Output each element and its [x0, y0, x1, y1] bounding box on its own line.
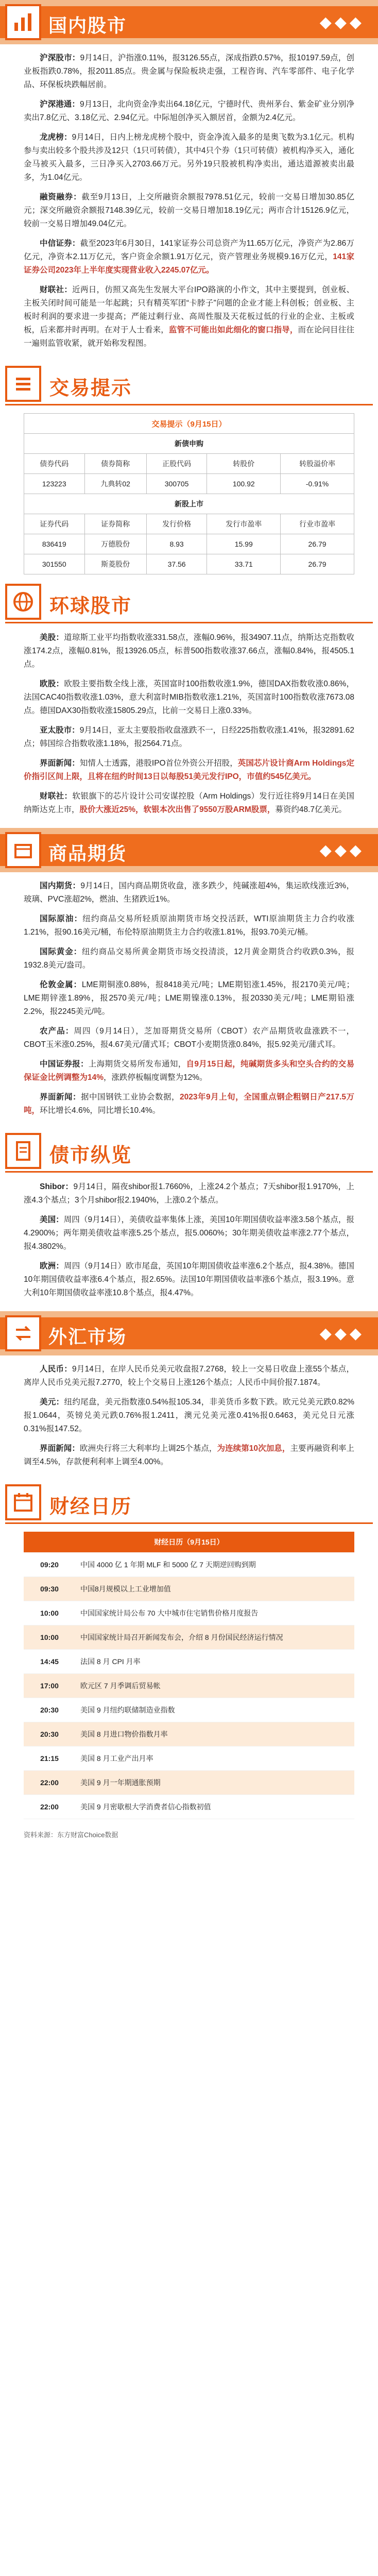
- text-span: 截至2023年6月30日，141家证券公司总资产为11.65万亿元，净资产为2.86万亿元，净资本2.11万亿元，客户资金余额1.91万亿元，资产管理业务规模9.16万亿元，: [24, 239, 354, 261]
- table-cell: 九典转02: [84, 474, 146, 494]
- text-span: 美国：: [40, 1215, 64, 1224]
- text-span: 上海期货交易所发布通知，: [88, 1060, 186, 1069]
- section-title: 交易提示: [49, 378, 132, 399]
- text-span: 界面新闻：: [40, 1093, 81, 1101]
- text-span: 界面新闻：: [40, 759, 80, 768]
- table-cell: 转股价: [207, 454, 281, 474]
- text-span: 9月14日，亚太主要股指收盘涨跌不一，日经225指数收涨1.41%，报32891.62点；韩国综合指数收涨1.18%，报2564.71点。: [24, 726, 354, 748]
- text-span: 人民币：: [40, 1365, 72, 1374]
- table-cell: 正股代码: [146, 454, 207, 474]
- text-span: 欧股主要指数全线上涨，英国富时100指数收涨1.9%，德国DAX指数收涨0.86%，法国CAC40指数收涨1.03%，意大利富时MIB指数收涨1.21%，英国富时100指数收涨7673.08点。德国DAX30指数收涨15805.29点，比前一交易日上涨0.33%。: [24, 680, 354, 715]
- table-row: [24, 1698, 354, 1722]
- text-span: 而在论问目往往一遍则监管收紧，就开始称发程图。: [24, 326, 354, 348]
- decorative-dots-icon: ◆◆◆: [319, 14, 365, 31]
- section-header-tips: [0, 362, 378, 406]
- paragraph: [24, 283, 354, 350]
- table-cell: 33.71: [207, 554, 281, 574]
- table-row: [24, 1650, 354, 1674]
- text-span: 近两日，仿照又高先生发展大平台IPO路演的小作文，其中主要提到，创业板、主板关闭时间可能是一年起跳；只有精英军团“卡脖子”问题的企业才能上科创板；创业板、主板时利润的要求进一步提高；严能过剩行业、高周性服及天花板过低的行业的企业、主板或板，后来都并时再明。在对于人士看来，: [24, 285, 354, 334]
- tips-content: [0, 406, 378, 580]
- table-cell: 斯菱股份: [84, 554, 146, 574]
- table-row: [24, 1747, 354, 1771]
- paragraph: [24, 1396, 354, 1436]
- table-cell: 10:00: [24, 1625, 75, 1650]
- text-span: 周四（9月14日）欧市尾盘，英国10年期国债收益率涨6.2个基点，报4.38%。德国10年期国债收益率涨6.4个基点，报2.65%。法国10年期国债收益率涨6个基点，报3.19%。意大利10年期国债收益率涨10.8个基点，报4.47%。: [24, 1262, 354, 1297]
- text-span: 国内期货：: [40, 882, 81, 890]
- table-cell: 中国 4000 亿 1 年期 MLF 和 5000 亿 7 天期逆回购到期: [75, 1553, 354, 1577]
- text-span: 据中国钢铁工业协会数据，: [81, 1093, 180, 1101]
- chart-icon: [5, 4, 41, 40]
- calendar-table: [24, 1532, 354, 1819]
- decorative-dots-icon: ◆◆◆: [319, 842, 365, 859]
- text-span: 9月13日，北向资金净卖出64.18亿元，宁德时代、贵州茅台、紫金矿业分别净卖出7.8亿元、3.18亿元、2.94亿元。中际旭创净买入额居首，金额为2.4亿元。: [24, 100, 354, 122]
- text-span: 截至9月13日，上交所融资余额报7978.51亿元，较前一交易日增加30.85亿元；深交所融资余额报7148.39亿元，较前一交易日增加18.19亿元；两市合计15126.9亿元，较前一交易日增加49.04亿元。: [24, 193, 354, 228]
- table-cell: 发行价格: [146, 514, 207, 534]
- text-span: 融资融券：: [40, 193, 82, 201]
- text-span: 英国芯片设计商Arm Holdings定价指引区间上限，且将在纽约时间13日以每股51美元发行IPO，市值约545亿美元。: [24, 759, 354, 781]
- table-cell: 中国国家统计局召开新闻发布会，介绍 8 月份国民经济运行情况: [75, 1625, 354, 1650]
- fx-content: [0, 1355, 378, 1480]
- table-cell: 09:30: [24, 1577, 75, 1601]
- text-span: 周四（9月14日），美债收益率集体上涨，美国10年期国债收益率涨3.58个基点，报4.2900%；两年期美债收益率涨5.25个基点，报5.0060%；30年期美债收益率涨2.77个基点，报4.3802%。: [24, 1215, 354, 1251]
- exchange-icon: [5, 1315, 41, 1351]
- calendar-icon: [5, 1484, 41, 1520]
- table-cell: -0.91%: [281, 474, 354, 494]
- section-title: 外汇市场: [48, 1326, 127, 1347]
- table-cell: 14:45: [24, 1650, 75, 1674]
- document-icon: [5, 1133, 41, 1169]
- paragraph: [24, 757, 354, 784]
- trade-tips-table: [24, 413, 354, 574]
- bell-icon: [5, 366, 41, 402]
- table-cell: 10:00: [24, 1601, 75, 1625]
- table-row: [24, 1795, 354, 1819]
- table-row: [24, 1577, 354, 1601]
- section-title: 财经日历: [49, 1496, 132, 1518]
- paragraph: [24, 790, 354, 817]
- table-cell: 中国8月规模以上工业增加值: [75, 1577, 354, 1601]
- text-span: 9月14日，沪指涨0.11%，报3126.55点，深成指跌0.57%，报10197.59点，创业板指跌0.78%，报2011.85点。贵金属与保险板块走强，工程咨询、汽车零部件、电子化学品、环保板块跌幅居前。: [24, 54, 354, 89]
- text-span: 国际原油：: [40, 914, 83, 923]
- text-span: 2023年9月上旬，全国重点钢企粗钢日产217.5万吨，: [24, 1093, 354, 1115]
- section-title: 环球股市: [49, 596, 132, 617]
- text-span: 欧股：: [40, 680, 64, 688]
- text-span: 为连续第10次加息，: [217, 1444, 290, 1453]
- table-cell: 09:20: [24, 1553, 75, 1577]
- paragraph: [24, 945, 354, 972]
- table-cell: 欧元区 7 月季调后贸易帐: [75, 1674, 354, 1698]
- text-span: 监管不可能出如此细化的窗口指导，: [168, 326, 298, 334]
- table-cell: 26.79: [281, 554, 354, 574]
- table-cell: 美国 8 月工业产出月率: [75, 1747, 354, 1771]
- text-span: 141家证券公司2023年上半年度实现营业收入2245.07亿元。: [24, 252, 354, 275]
- table-cell: 37.56: [146, 554, 207, 574]
- table-cell: 300705: [146, 474, 207, 494]
- paragraph: [24, 52, 354, 92]
- text-span: 亚太股市：: [40, 726, 80, 735]
- table-subtitle: 新债申购: [24, 434, 354, 454]
- text-span: 美股：: [40, 633, 64, 642]
- text-span: Shibor：: [40, 1182, 74, 1191]
- table-cell: 美国 8 月进口物价指数月率: [75, 1722, 354, 1747]
- paragraph: [24, 131, 354, 184]
- text-span: 欧洲：: [40, 1262, 64, 1270]
- table-row: [24, 1601, 354, 1625]
- table-cell: 21:15: [24, 1747, 75, 1771]
- table-cell: 836419: [24, 534, 85, 554]
- table-cell: 123223: [24, 474, 85, 494]
- table-cell: 17:00: [24, 1674, 75, 1698]
- text-span: ，涨跌停板幅度调整为12%。: [104, 1073, 208, 1082]
- paragraph: [24, 98, 354, 125]
- paragraph: [24, 1260, 354, 1300]
- section-header-bonds: [0, 1129, 378, 1173]
- table-cell: 20:30: [24, 1722, 75, 1747]
- section-header-calendar: [0, 1480, 378, 1524]
- text-span: 道琼斯工业平均指数收涨331.58点，涨幅0.96%，报34907.11点，纳斯达克指数收涨174.2点，涨幅0.81%，报13926.05点，标普500指数收涨37.66点，涨幅0.84%，报4505.1点。: [24, 633, 354, 669]
- commodities-content: [0, 872, 378, 1129]
- table-row: [24, 474, 354, 494]
- table-row: [24, 1771, 354, 1795]
- text-span: 股价大涨近25%，软银本次出售了9550万股ARM股票，: [79, 805, 276, 814]
- table-subtitle: 新股上市: [24, 494, 354, 514]
- text-span: 中国证券报：: [40, 1060, 89, 1069]
- table-cell: 债券代码: [24, 454, 85, 474]
- text-span: 中信证券：: [40, 239, 80, 248]
- paragraph: [24, 191, 354, 231]
- paragraph: [24, 1363, 354, 1389]
- text-span: 纽约商品交易所黄金期货市场交投清淡，12月黄金期货合约收跌0.3%，报1932.8美元/盎司。: [24, 947, 354, 970]
- paragraph: [24, 677, 354, 718]
- table-row: [24, 1553, 354, 1577]
- text-span: LME期铜涨0.88%，报8418美元/吨；LME期铝涨1.45%，报2170美元/吨；LME期锌涨1.89%，报2570美元/吨；LME期镍涨0.13%，报20330美元/吨；LME期铅涨2.2%，报2245美元/吨。: [24, 980, 354, 1016]
- paragraph: [24, 237, 354, 277]
- table-cell: 债券简称: [84, 454, 146, 474]
- paragraph: [24, 631, 354, 671]
- table-cell: 22:00: [24, 1795, 75, 1819]
- section-title: 国内股市: [48, 15, 127, 36]
- domestic-content: [0, 44, 378, 362]
- paragraph: [24, 1180, 354, 1207]
- table-cell: 22:00: [24, 1771, 75, 1795]
- bonds-content: [0, 1173, 378, 1311]
- table-cell: 美国 9 月密歇根大学消费者信心指数初值: [75, 1795, 354, 1819]
- table-cell: 法国 8 月 CPI 月率: [75, 1650, 354, 1674]
- text-span: 环比增长4.6%，同比增长10.4%。: [40, 1106, 161, 1115]
- global-content: [0, 624, 378, 828]
- text-span: 伦敦金属：: [40, 980, 82, 989]
- table-cell: 26.79: [281, 534, 354, 554]
- section-title: 债市纵览: [49, 1145, 132, 1166]
- paragraph: [24, 1091, 354, 1117]
- table-cell: 100.92: [207, 474, 281, 494]
- text-span: 美元：: [40, 1398, 64, 1406]
- table-row: [24, 1722, 354, 1747]
- table-cell: 转股溢价率: [281, 454, 354, 474]
- text-span: 财联社：: [40, 285, 73, 294]
- table-cell: 15.99: [207, 534, 281, 554]
- paragraph: [24, 724, 354, 751]
- source-note: 资料来源：东方财富Choice数据: [24, 1831, 118, 1839]
- section-header-commodities: [0, 828, 378, 872]
- paragraph: [24, 912, 354, 939]
- table-cell: 证券简称: [84, 514, 146, 534]
- text-span: 农产品：: [40, 1027, 74, 1036]
- text-span: 9月14日，日内上榜龙虎榜个股中，资金净流入最多的是奥飞数为3.1亿元。机构参与卖出较多个股共涉及12只（1只可转债），其中4只个券（1只可转债）被机构净买入，通化金马被买入最多，三日净买入2703.66万元。另外19只股被机构净卖出，通达道源被卖出最多，为1.04亿元。: [24, 133, 354, 182]
- table-cell: 万德股份: [84, 534, 146, 554]
- text-span: 软银旗下的芯片设计公司安谋控股（Arm Holdings）发行近往将9月14日在美国纳斯达克上市，: [24, 792, 354, 814]
- text-span: 欧洲央行将三大利率均上调25个基点，: [79, 1444, 217, 1453]
- box-icon: [5, 832, 41, 868]
- text-span: 9月14日，在岸人民币兑美元收盘报7.2768，较上一交易日收盘上涨55个基点，离岸人民币兑美元报7.2770，较上个交易日上涨126个基点；人民币中间价报7.1874。: [24, 1365, 354, 1387]
- table-cell: 美国 9 月纽约联储制造业指数: [75, 1698, 354, 1722]
- table-row: [24, 454, 354, 474]
- text-span: 知情人士透露，港股IPO首位外资公开招股，: [79, 759, 238, 768]
- table-row: [24, 554, 354, 574]
- table-row: [24, 534, 354, 554]
- table-title: 交易提示（9月15日）: [24, 414, 354, 434]
- text-span: 国际黄金：: [40, 947, 82, 956]
- text-span: 龙虎榜：: [40, 133, 72, 142]
- paragraph: [24, 879, 354, 906]
- table-cell: 8.93: [146, 534, 207, 554]
- calendar-title: 财经日历（9月15日）: [24, 1532, 354, 1553]
- text-span: 自9月15日起，纯碱期货多头和空头合约的交易保证金比例调整为14%: [24, 1060, 354, 1082]
- table-cell: 中国国家统计局公布 70 大中城市住宅销售价格月度报告: [75, 1601, 354, 1625]
- section-header-domestic: [0, 0, 378, 44]
- text-span: 主要再融资利率上调至4.5%，存款便利利率上调至4.00%。: [24, 1444, 354, 1466]
- globe-icon: [5, 584, 41, 620]
- paragraph: [24, 1442, 354, 1469]
- table-cell: 美国 9 月一年期通胀预期: [75, 1771, 354, 1795]
- table-cell: 20:30: [24, 1698, 75, 1722]
- table-cell: 证券代码: [24, 514, 85, 534]
- table-cell: 发行市盈率: [207, 514, 281, 534]
- section-header-global: [0, 580, 378, 624]
- text-span: 募资约48.7亿美元。: [275, 805, 347, 814]
- text-span: 9月14日，隔夜shibor报1.7660%，上涨24.2个基点；7天shibor报1.9170%，上涨4.3个基点；3个月shibor报2.1940%，上涨0.2个基点。: [24, 1182, 354, 1205]
- text-span: 9月14日，国内商品期货收盘，涨多跌少，纯碱涨超4%，集运欧线涨近3%，玻璃、PVC涨超2%，燃油、生猪跌近1%。: [24, 882, 354, 904]
- text-span: 界面新闻：: [40, 1444, 80, 1453]
- section-title: 商品期货: [48, 843, 127, 864]
- table-cell: 301550: [24, 554, 85, 574]
- decorative-dots-icon: ◆◆◆: [319, 1325, 365, 1342]
- text-span: 财联社：: [40, 792, 73, 801]
- paragraph: [24, 1058, 354, 1084]
- paragraph: [24, 1025, 354, 1052]
- table-row: [24, 1674, 354, 1698]
- text-span: 沪深股市：: [40, 54, 80, 62]
- table-row: [24, 1625, 354, 1650]
- text-span: 纽约商品交易所轻质原油期货市场交投活跃，WTI原油期货主力合约收涨1.21%，报90.16美元/桶，布伦特原油期货主力合约收涨1.81%，报93.70美元/桶。: [24, 914, 354, 937]
- text-span: 周四（9月14日），芝加哥期货交易所（CBOT）农产品期货收盘涨跌不一，CBOT玉米涨0.25%，报4.67美元/蒲式耳；CBOT小麦期货涨0.84%，报5.92美元/蒲式耳。: [24, 1027, 354, 1049]
- table-row: [24, 514, 354, 534]
- section-header-fx: [0, 1311, 378, 1355]
- calendar-content: [0, 1524, 378, 1824]
- paragraph: [24, 978, 354, 1019]
- text-span: 纽约尾盘，美元指数涨0.54%报105.34，非美货币多数下跌。欧元兑美元跌0.82%报1.0644，英镑兑美元跌0.76%报1.2411，澳元兑美元涨0.41%报0.6463，美元兑日元涨0.31%报147.52。: [24, 1398, 354, 1433]
- table-cell: 行业市盈率: [281, 514, 354, 534]
- text-span: 沪深港通：: [40, 100, 80, 109]
- paragraph: [24, 1213, 354, 1253]
